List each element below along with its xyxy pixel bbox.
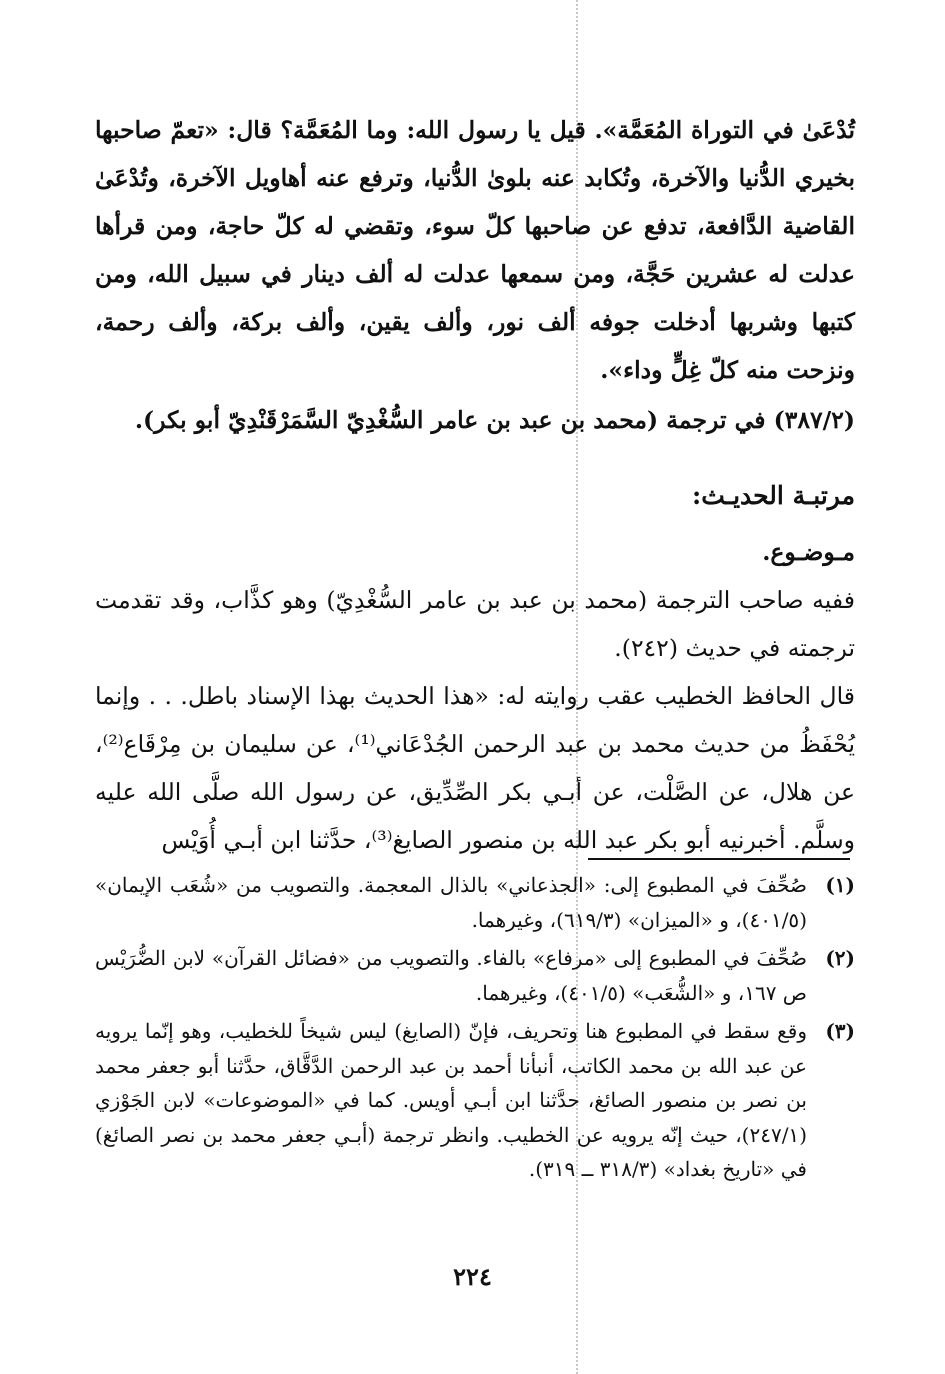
hadith-verdict: مـوضـوع. (762, 538, 855, 566)
footnote-text: وقع سقط في المطبوع هنا وتحريف، فإنّ (الصايغ) ليس شيخاً للخطيب، وهو إنّما يرويه عن عبد الله بن محمد الكاتب، أنبأنا أحمد بن عبد الرحمن الدَّقَّاق، حدَّثنا أبو جعفر محمد بن نصر بن منصور الصائغ، حدَّثنا ابن أبـي أويس. كما في «الموضوعات» لابن الجَوْزي (٢٤٧/١)، حيث إنّه يرويه عن الخطيب. وانظر ترجمة (أبـي جعفر محمد بن نصر الصائغ) في «تاريخ بغداد» (٣١٨/٣ ــ ٣١٩). (95, 1019, 807, 1181)
main-text (95, 106, 855, 864)
footnote-separator (588, 858, 850, 860)
footnote-text: صُحِّفَ في المطبوع إلى «مرفاع» بالفاء. والتصويب من «فضائل القرآن» لابن الضُّرَيْس ص ١٦٧، و «الشُّعَب» (٤٠١/٥)، وغيرهما. (95, 946, 807, 1005)
paragraph-khatib-quote: قال الحافظ الخطيب عقب روايته له: «هذا الحديث بهذا الإسناد باطل. . . وإنما يُحْفَظُ من حديث محمد بن عبد الرحمن الجُدْعَاني⁽¹⁾، عن سليمان بن مِرْقَاع⁽²⁾، عن هلال، عن الصَّلْت، عن أبـي بكر الصِّدِّيق، عن رسول الله صلَّى الله عليه وسلَّم. أخبرنيه أبو بكر عبد الله بن منصور الصايغ⁽³⁾، حدَّثنا ابن أبـي أُوَيْس (95, 682, 855, 854)
footnote (95, 868, 855, 937)
footnotes (95, 868, 855, 1191)
footnote (95, 941, 855, 1010)
footnote-number: (٣) (825, 1019, 855, 1043)
footnote (95, 1014, 855, 1187)
page-number: ٢٢٤ (453, 1262, 492, 1291)
hadith-text: تُدْعَىٰ في التوراة المُعَمَّة». قيل يا رسول الله: وما المُعَمَّة؟ قال: «تعمّ صاحبها بخيري الدُّنيا والآخرة، وتُكابد عنه بلوىٰ الدُّنيا، وترفع عنه أهاويل الآخرة، وتُدْعَىٰ القاضية الدَّافعة، تدفع عن صاحبها كلّ سوء، وتقضي له كلّ حاجة، ومن قرأها عدلت له عشرين حَجَّة، ومن سمعها عدلت له ألف دينار في سبيل الله، ومن كتبها وشربها أدخلت جوفه ألف نور، وألف يقين، وألف بركة، وألف رحمة، ونزحت منه كلّ غِلٍّ وداء». (95, 116, 855, 384)
footnote-number: (١) (825, 873, 855, 897)
section-heading: مرتبـة الحديـث: (691, 481, 855, 510)
source-reference: (٣٨٧/٢) في ترجمة (محمد بن عبد بن عامر السُّغْدِيّ السَّمَرْقَنْدِيّ أبو بكر). (134, 406, 855, 434)
footnote-text: صُحِّفَ في المطبوع إلى: «الجذعاني» بالذال المعجمة. والتصويب من «شُعَب الإيمان» (٤٠١/٥)، و «الميزان» (٦١٩/٣)، وغيرهما. (95, 873, 807, 932)
footnote-number: (٢) (825, 946, 855, 970)
paragraph-narrator: ففيه صاحب الترجمة (محمد بن عبد بن عامر السُّغْدِيّ) وهو كذَّاب، وقد تقدمت ترجمته في حديث (٢٤٢). (95, 586, 855, 662)
